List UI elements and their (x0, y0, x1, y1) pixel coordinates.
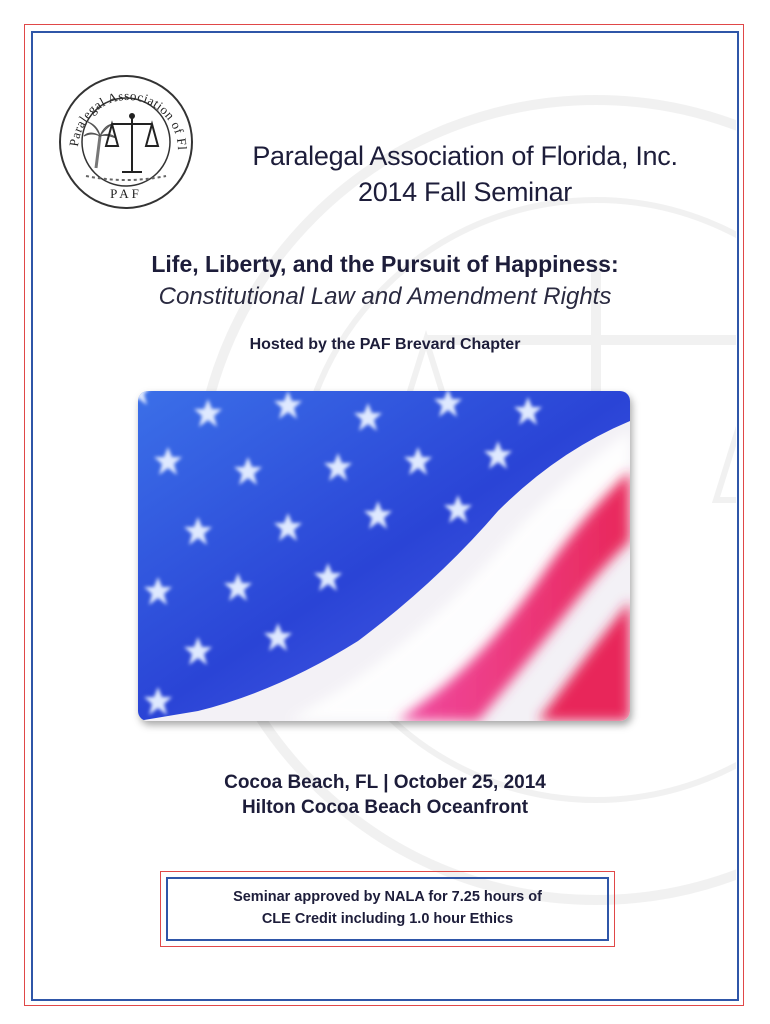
american-flag-image (138, 391, 630, 721)
approval-line-1: Seminar approved by NALA for 7.25 hours of (233, 889, 542, 905)
page-title (180, 138, 750, 210)
seminar-subtitle (0, 248, 770, 314)
subtitle-line-1: Life, Liberty, and the Pursuit of Happiness: (151, 251, 619, 277)
approval-line-2: CLE Credit including 1.0 hour Ethics (261, 911, 514, 927)
event-location (0, 770, 770, 820)
location-date: Cocoa Beach, FL | October 25, 2014 (224, 772, 546, 793)
subtitle-line-2: Constitutional Law and Amendment Rights (158, 283, 612, 310)
approval-box (166, 877, 609, 941)
hosted-by: Hosted by the PAF Brevard Chapter (249, 336, 521, 353)
location-venue: Hilton Cocoa Beach Oceanfront (241, 797, 529, 818)
title-line-2: 2014 Fall Seminar (357, 177, 572, 207)
seal-ring-text: Paralegal Association of Fl (66, 87, 191, 151)
title-line-1: Paralegal Association of Florida, Inc. (252, 141, 678, 171)
seal-abbr: PAF (110, 186, 142, 201)
paf-seal-logo (56, 72, 196, 212)
